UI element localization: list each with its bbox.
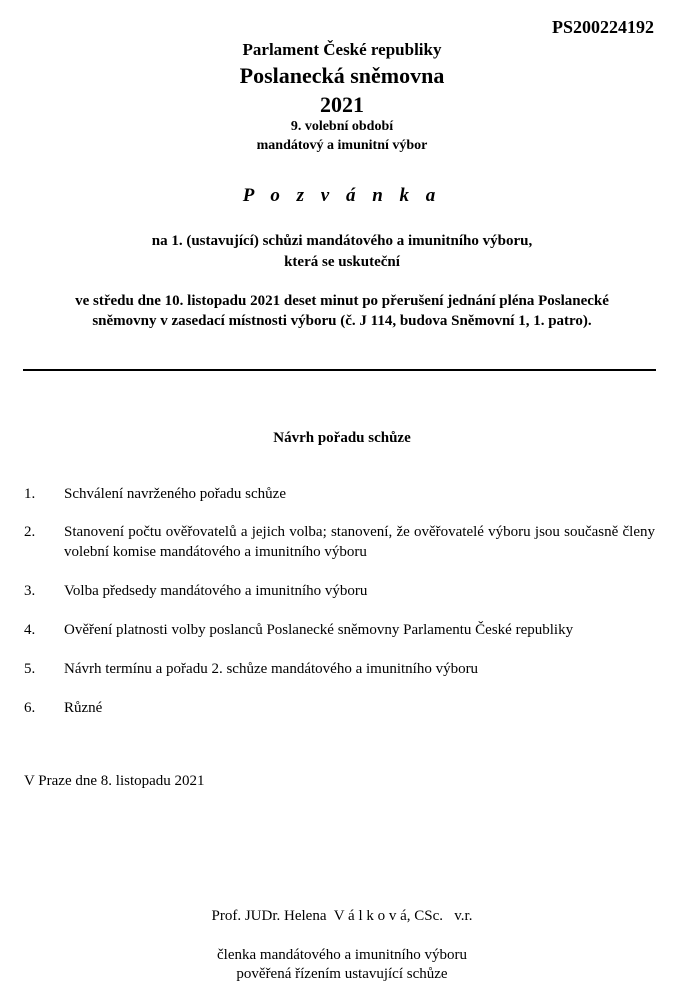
agenda-item-number: 3. (24, 583, 36, 599)
agenda-heading: Návrh pořadu schůze (273, 430, 411, 446)
invitation-intro-line-1: na 1. (ustavující) schůzi mandátového a imunitního výboru, (151, 233, 533, 249)
parliament-name: Parlament České republiky (242, 40, 442, 59)
meeting-time-line-1: ve středu dne 10. listopadu 2021 deset minut po přerušení jednání pléna Poslanecké (75, 293, 609, 309)
agenda-item (24, 620, 655, 640)
invitation-intro-line-2: která se uskuteční (284, 254, 400, 270)
agenda-item (24, 581, 655, 601)
year: 2021 (320, 92, 364, 117)
chamber-name: Poslanecká sněmovna (239, 63, 445, 88)
agenda-item (24, 522, 655, 562)
agenda-list (24, 484, 655, 718)
agenda-item (24, 698, 655, 718)
agenda-item-number: 2. (24, 524, 36, 540)
signer-name: Prof. JUDr. Helena V á l k o v á, CSc. v.r. (211, 908, 473, 924)
agenda-item (24, 484, 655, 504)
agenda-item-number: 5. (24, 661, 36, 677)
document-id: PS200224192 (551, 17, 654, 37)
committee-name: mandátový a imunitní výbor (256, 138, 428, 153)
agenda-item (24, 659, 655, 679)
place-and-date: V Praze dne 8. listopadu 2021 (24, 773, 205, 789)
agenda-item-text: Návrh termínu a pořadu 2. schůze mandátového a imunitního výboru (64, 661, 479, 677)
signer-role-line-1: členka mandátového a imunitního výboru (217, 947, 467, 963)
signer-role-line-2: pověřená řízením ustavující schůze (236, 966, 448, 982)
agenda-item-number: 6. (24, 700, 36, 716)
agenda-item-text: Ověření platnosti volby poslanců Poslanecké sněmovny Parlamentu České republiky (64, 622, 574, 638)
agenda-item-number: 1. (24, 486, 36, 502)
agenda-item-text: Stanovení počtu ověřovatelů a jejich volba; stanovení, že ověřovatelé výboru jsou současně členy volební komise mandátového a imunitního výboru (64, 524, 655, 560)
horizontal-divider (23, 369, 656, 371)
agenda-item-number: 4. (24, 622, 36, 638)
agenda-item-text: Schválení navrženého pořadu schůze (64, 486, 286, 502)
page-title: P o z v á n k a (242, 185, 442, 206)
agenda-item-text: Různé (64, 700, 103, 716)
meeting-time-line-2: sněmovny v zasedací místnosti výboru (č. J 114, budova Sněmovní 1, 1. patro). (92, 313, 592, 329)
electoral-term: 9. volební období (290, 119, 394, 134)
agenda-item-text: Volba předsedy mandátového a imunitního výboru (64, 583, 368, 599)
